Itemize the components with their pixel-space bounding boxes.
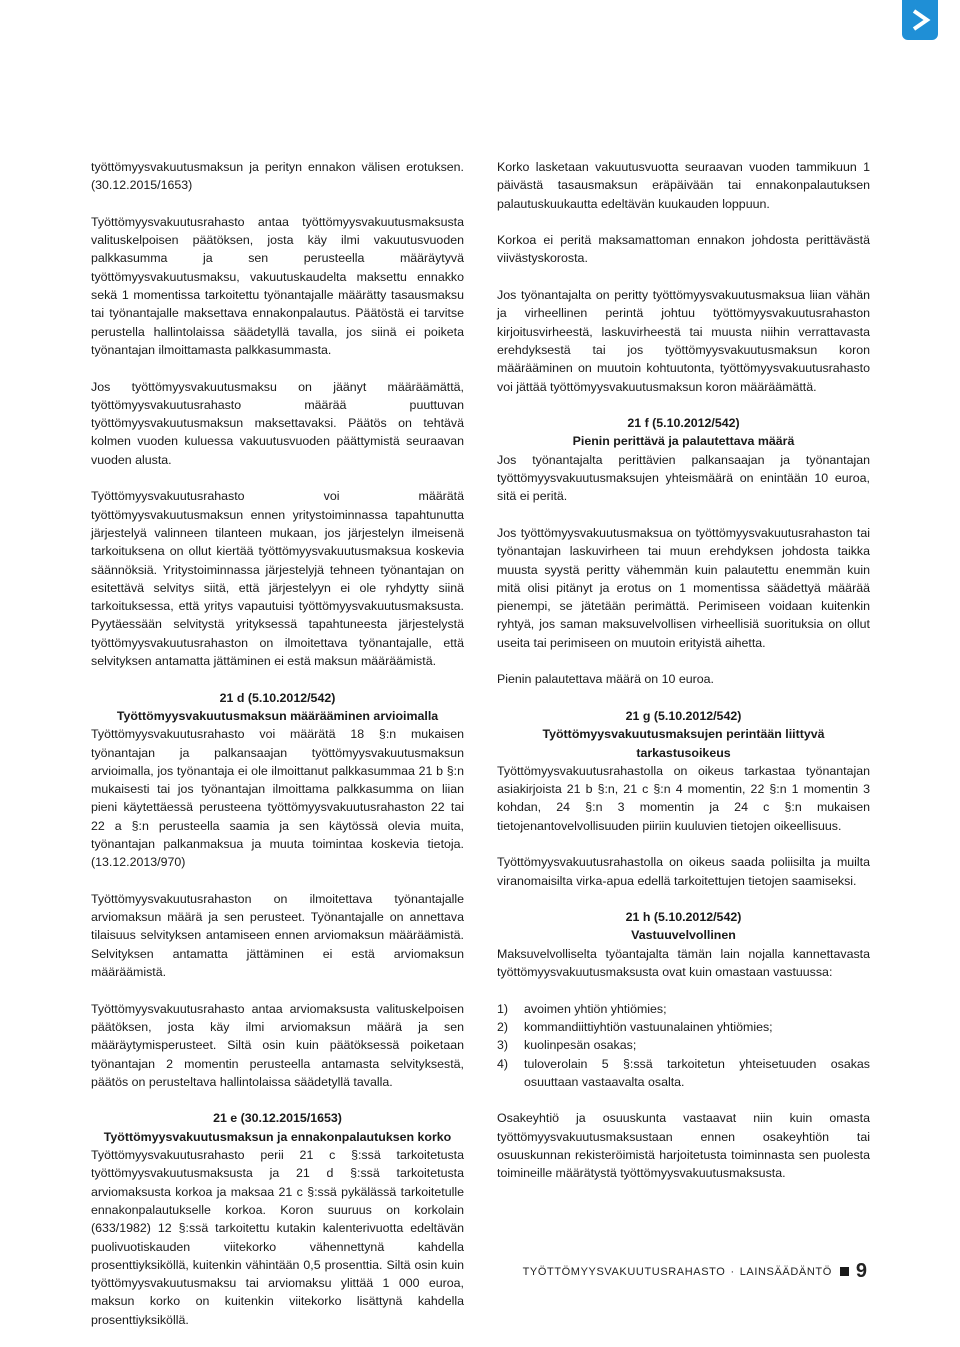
left-column — [91, 158, 464, 1347]
section-heading-21e — [91, 1109, 464, 1146]
paragraph: Työttömyysvakuutusrahaston on ilmoitettava työnantajalle arviomaksun määrä ja sen perusteet. Työnantajalle on annettava tilaisuus selvityksen antamiseen ennen arviomaksun määräämistä. Selvityksen antamatta jättäminen ei estä arviomaksun määräämistä. — [91, 891, 464, 980]
paragraph: Työttömyysvakuutusrahastolla on oikeus tarkastaa työnantajan asiakirjoista 21 b §:n, 21 c §:n 4 momentin, 22 §:n 1 momentin 3 kohdan, 24 §:n 3 momentin ja 24 c §:n mukaisen tietojenantovelvollisuuden piiriin kuuluvien tietojen oikeellisuus. — [497, 763, 870, 833]
paragraph: Jos työnantajalta on peritty työttömyysvakuutusmaksua liian vähän ja virheellinen perintä johtuu työttömyysvakuutusrahaston kirjoitusvirheestä, laskuvirheestä tai muusta niihin verrattavasta erehdyksestä tai jos työttömyysvakuutusmaksun koron määrääminen on muutoin kohtuutonta, työttömyysvakuutusrahasto voi jättää työttömyysvakuutusmaksun koron määräämättä. — [497, 288, 870, 394]
list-item — [497, 1055, 870, 1092]
section-title: Työttömyysvakuutusmaksun määrääminen arvioimalla — [116, 708, 439, 723]
paragraph: Jos työttömyysvakuutusmaksua on työttömyysvakuutusrahaston tai työnantajan laskuvirheen tai muun erehdyksen johdosta taikka muusta syystä peritty vähemmän kuin palautettu enemmän kuin mitä olisi pitänyt ja erotus on 1 momentissa säädettyä määrää pienempi, se jätetään perimättä. Perimiseen voidaan kuitenkin ryhtyä, jos saman maksuvelvollisen virheellisiä suorituksia on ollut useita tai perimiseen on muutoin erityistä aihetta. — [497, 525, 870, 650]
list-item-text: kommandiittiyhtiön vastuunalainen yhtiömies; — [524, 1019, 773, 1034]
list-item-number: 4) — [497, 1056, 509, 1071]
section-number: 21 d (5.10.2012/542) — [219, 690, 336, 705]
paragraph: Jos työttömyysvakuutusmaksu on jäänyt määräämättä, työttömyysvakuutusrahasto määrää puuttuvan työttömyysvakuutusmaksun maksettavaksi. Päätös on tehtävä kolmen vuoden kuluessa vakuutusvuoden päättymistä seuraavan vuoden alusta. — [91, 379, 464, 467]
section-number: 21 f (5.10.2012/542) — [627, 416, 740, 431]
right-column — [497, 158, 870, 1201]
section-number: 21 g (5.10.2012/542) — [625, 708, 742, 723]
paragraph: Korko lasketaan vakuutusvuotta seuraavan vuoden tammikuun 1 päivästä tasausmaksun eräpäivään tai ennakonpalautuksen palautuskuukautta edeltävän kuukauden loppuun. — [497, 160, 870, 211]
list-item-text: kuolinpesän osakas; — [524, 1038, 637, 1053]
page-footer — [523, 1260, 867, 1283]
section-heading-21g — [497, 707, 870, 762]
paragraph: Työttömyysvakuutusrahasto voi määrätä 18 §:n mukaisen työnantajan ja palkansaajan työttömyysvakuutusmaksun arvioimalla, jos työnantaja ei ole ilmoittanut palkkasummaa 21 b §:n mukaisesti tai jos työnantajan ilmoittama palkkasumma on liian pieni käytettäessä perusteena työttömyysvakuutusrahaston 22 tai 22 a §:n perusteella saamia ja sen käytössä olevia muita, työnantajan palkanmaksua ja muuta toimintaa koskevia tietoja. (13.12.2013/970) — [91, 727, 464, 870]
section-heading-21d — [91, 689, 464, 726]
paragraph: Työttömyysvakuutusrahasto voi määrätä työttömyysvakuutusmaksun ennen yritystoiminnassa tapahtunutta järjestelyä valinneen tilanteen mukaan, jos järjestelyn ilmeisenä tarkoituksena on ollut kiertää työttömyysvakuutusmaksua koskevia säännöksiä. Yritystoiminnassa järjestelyjä tehneen työnantajan on esitettävä selvitys siitä, että järjestelyyn ei ole ryhdytty siinä tarkoituksessa, että yritys vapautuisi työttömyysvakuutusmaksusta. Pyytäessään selvitystä yrityksessä tapahtuneesta järjestelystä työttömyysvakuutusrahaston on ilmoitettava työnantajalle, että selvityksen antamatta jättäminen ei estä maksun määräämistä. — [91, 489, 464, 669]
liability-list — [497, 1000, 870, 1091]
paragraph: Työttömyysvakuutusrahasto perii 21 c §:ssä tarkoitetusta työttömyysvakuutusmaksusta ja 21 d §:ssä tarkoitetusta arviomaksusta korkoa ja maksaa 21 c §:ssä pykälässä tarkoitetulle ennakonpalautukselle korkoa. Koron suuruus on korkolain (633/1982) 12 §:ssä tarkoitettu kutakin kalenterivuotta edeltävän puolivuotiskauden viitekorko vähennettynä kahdella prosenttiyksiköllä, kuitenkin vähintään 0,5 prosenttia. Siltä osin kuin työttömyysvakuutusmaksu tai arviomaksu ylittää 1 000 euroa, maksun korko on kuitenkin viitekorko lisättynä kahdella prosenttiyksiköllä. — [91, 1148, 464, 1327]
list-item-text: tuloverolain 5 §:ssä tarkoitetun yhteisetuuden osakas osuuttaan vastaavalta osalta. — [524, 1056, 870, 1089]
list-item — [497, 1036, 870, 1054]
footer-section: LAINSÄÄDÄNTÖ — [739, 1265, 832, 1278]
paragraph: Työttömyysvakuutusrahasto antaa työttömyysvakuutusmaksusta valituskelpoisen päätöksen, josta käy ilmi vakuutusvuoden palkkasumma ja sen perusteella määräytyvä työttömyysvakuutusmaksu, vakuutuskaudelta maksettu ennakko sekä 1 momentissa tarkoitettu työnantajalle määrätty tasausmaksu tai työnantajalle maksettava ennakonpalautus. Päätöstä ei tarvitse perustella hallintolaissa säädetyllä tavalla, jos siinä ei poiketa työnantajan ilmoittamasta palkkasummasta. — [91, 214, 464, 357]
paragraph: Työttömyysvakuutusrahastolla on oikeus saada poliisilta ja muilta viranomaisilta virka-apua edellä tarkoitettujen tietojen saamiseksi. — [497, 855, 870, 888]
list-item-number: 3) — [497, 1038, 509, 1053]
section-heading-21h — [497, 908, 870, 945]
footer-separator: · — [730, 1265, 735, 1278]
list-item-number: 2) — [497, 1019, 509, 1034]
paragraph: Jos työnantajalta perittävien palkansaajan ja työnantajan työttömyysvakuutusmaksujen yhteismäärä on enintään 10 euroa, sitä ei peritä. — [497, 452, 870, 504]
paragraph: työttömyysvakuutusmaksun ja perityn ennakon välisen erotuksen. (30.12.2015/1653) — [91, 160, 464, 193]
paragraph: Pienin palautettava määrä on 10 euroa. — [497, 672, 714, 687]
section-title: Vastuuvelvollinen — [631, 928, 736, 943]
footer-publisher: TYÖTTÖMYYSVAKUUTUSRAHASTO — [522, 1265, 726, 1278]
list-item-text: avoimen yhtiön yhtiömies; — [524, 1001, 667, 1016]
section-number: 21 h (5.10.2012/542) — [625, 910, 742, 925]
list-item — [497, 1018, 870, 1036]
paragraph: Korkoa ei peritä maksamattoman ennakon johdosta perittävästä viivästyskorosta. — [497, 233, 870, 266]
section-title: Työttömyysvakuutusmaksun ja ennakonpalautuksen korko — [103, 1129, 452, 1144]
list-item-number: 1) — [497, 1001, 509, 1016]
next-page-arrow-icon — [909, 8, 931, 32]
section-title: Pienin perittävä ja palautettava määrä — [572, 434, 795, 449]
section-number: 21 e (30.12.2015/1653) — [213, 1111, 342, 1126]
paragraph: Osakeyhtiö ja osuuskunta vastaavat niin kuin omasta työttömyysvakuutusmaksustaan ennen osakeyhtiön tai osuuskunnan rekisteröimistä harjoitetusta toiminnasta sen puolesta toimineille määrätystä työttömyysvakuutusmaksusta. — [497, 1111, 870, 1181]
square-bullet-icon — [840, 1267, 849, 1276]
paragraph: Työttömyysvakuutusrahasto antaa arviomaksusta valituskelpoisen päätöksen, josta käy ilmi arviomaksun määrä ja sen määräytymisperusteet. Siltä osin kuin päätöksessä poiketaan työnantajan 2 momentin perusteella antamasta selvityksestä, päätös on perusteltava hallintolaissa säädetyllä tavalla. — [91, 1001, 464, 1089]
next-page-button[interactable] — [902, 0, 938, 40]
paragraph: Maksuvelvolliselta työantajalta tämän lain nojalla kannettavasta työttömyysvakuutusmaksusta ovat kuin omastaan vastuussa: — [497, 946, 870, 980]
list-item — [497, 1000, 870, 1018]
section-heading-21f — [497, 414, 870, 451]
page-number: 9 — [855, 1260, 867, 1282]
section-title: Työttömyysvakuutusmaksujen perintään liittyvä tarkastusoikeus — [542, 727, 825, 760]
